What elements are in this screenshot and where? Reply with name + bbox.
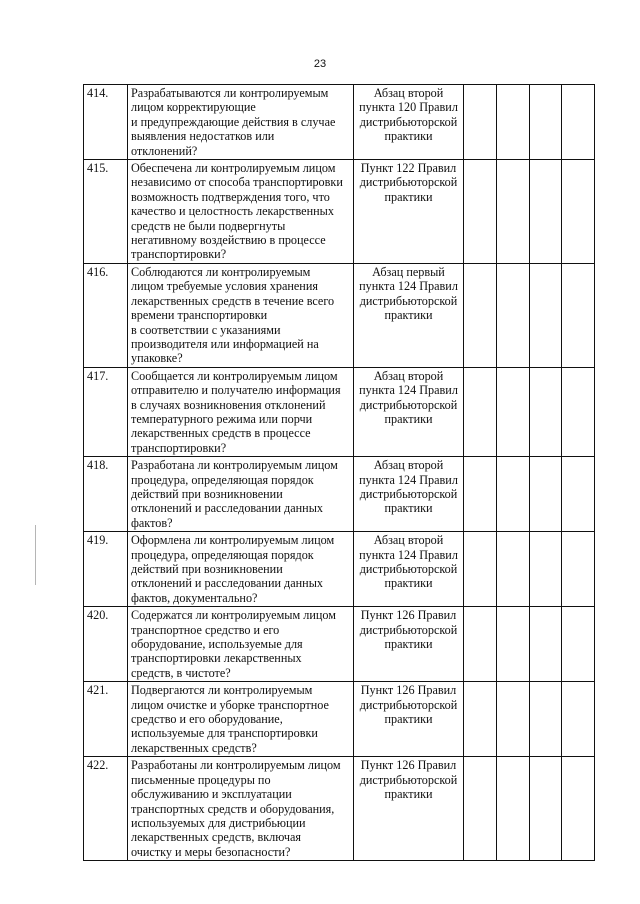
- item-number: 419.: [84, 532, 128, 607]
- table-row: [84, 367, 595, 456]
- question-text: Обеспечена ли контролируемым лицом независимо от способа транспортировки возможность подтверждения того, что качество и целостность лекарственных средств не были подвергнуты негативному воздействию в процессе транспортировки?: [128, 160, 354, 264]
- regulation-reference: Пункт 126 Правил дистрибьюторской практики: [354, 757, 464, 861]
- regulation-reference: Пункт 122 Правил дистрибьюторской практики: [354, 160, 464, 264]
- regulation-reference: Абзац второй пункта 124 Правил дистрибьюторской практики: [354, 457, 464, 532]
- answer-cell: [562, 160, 595, 264]
- table-row: [84, 682, 595, 757]
- answer-cell: [530, 457, 562, 532]
- page-number: 23: [313, 58, 327, 70]
- answer-cell: [562, 263, 595, 367]
- regulation-reference: Абзац второй пункта 124 Правил дистрибьюторской практики: [354, 367, 464, 456]
- question-text: Разработана ли контролируемым лицом процедура, определяющая порядок действий при возникновении отклонений и расследовании данных фактов?: [128, 457, 354, 532]
- answer-cell: [562, 85, 595, 160]
- question-text: Содержатся ли контролируемым лицом транспортное средство и его оборудование, используемые для транспортировки лекарственных средств, в чистоте?: [128, 607, 354, 682]
- answer-cell: [530, 757, 562, 861]
- item-number: 416.: [84, 263, 128, 367]
- table-row: [84, 263, 595, 367]
- question-text: Оформлена ли контролируемым лицом процедура, определяющая порядок действий при возникновении отклонений и расследовании данных фактов, документально?: [128, 532, 354, 607]
- regulation-reference: Абзац второй пункта 120 Правил дистрибьюторской практики: [354, 85, 464, 160]
- answer-cell: [562, 457, 595, 532]
- answer-cell: [497, 85, 530, 160]
- answer-cell: [562, 367, 595, 456]
- table-row: [84, 457, 595, 532]
- question-text: Соблюдаются ли контролируемым лицом требуемые условия хранения лекарственных средств в течение всего времени транспортировки в соответствии с указаниями производителя или информацией на упаковке?: [128, 263, 354, 367]
- item-number: 421.: [84, 682, 128, 757]
- answer-cell: [530, 85, 562, 160]
- answer-cell: [530, 682, 562, 757]
- table-row: [84, 85, 595, 160]
- answer-cell: [464, 757, 497, 861]
- answer-cell: [464, 263, 497, 367]
- answer-cell: [464, 160, 497, 264]
- item-number: 418.: [84, 457, 128, 532]
- answer-cell: [497, 457, 530, 532]
- answer-cell: [497, 682, 530, 757]
- answer-cell: [464, 532, 497, 607]
- regulation-reference: Пункт 126 Правил дистрибьюторской практики: [354, 607, 464, 682]
- answer-cell: [464, 607, 497, 682]
- answer-cell: [562, 757, 595, 861]
- item-number: 417.: [84, 367, 128, 456]
- checklist-table: [83, 84, 595, 861]
- item-number: 415.: [84, 160, 128, 264]
- answer-cell: [562, 682, 595, 757]
- answer-cell: [562, 532, 595, 607]
- question-text: Разработаны ли контролируемым лицом письменные процедуры по обслуживанию и эксплуатации транспортных средств и оборудования, используемых для дистрибьюции лекарственных средств, включая очистку и меры безопасности?: [128, 757, 354, 861]
- scan-margin-line: [35, 525, 36, 585]
- question-text: Сообщается ли контролируемым лицом отправителю и получателю информация в случаях возникновения отклонений температурного режима или порчи лекарственных средств в процессе транспортировки?: [128, 367, 354, 456]
- answer-cell: [530, 607, 562, 682]
- answer-cell: [497, 607, 530, 682]
- answer-cell: [464, 367, 497, 456]
- answer-cell: [464, 85, 497, 160]
- question-text: Подвергаются ли контролируемым лицом очистке и уборке транспортное средство и его оборудование, используемые для транспортировки лекарственных средств?: [128, 682, 354, 757]
- answer-cell: [530, 160, 562, 264]
- answer-cell: [562, 607, 595, 682]
- answer-cell: [497, 532, 530, 607]
- regulation-reference: Абзац первый пункта 124 Правил дистрибьюторской практики: [354, 263, 464, 367]
- answer-cell: [464, 682, 497, 757]
- table-row: [84, 757, 595, 861]
- regulation-reference: Абзац второй пункта 124 Правил дистрибьюторской практики: [354, 532, 464, 607]
- table-row: [84, 160, 595, 264]
- table-row: [84, 532, 595, 607]
- answer-cell: [530, 367, 562, 456]
- answer-cell: [497, 757, 530, 861]
- item-number: 414.: [84, 85, 128, 160]
- answer-cell: [497, 367, 530, 456]
- answer-cell: [530, 263, 562, 367]
- answer-cell: [497, 160, 530, 264]
- regulation-reference: Пункт 126 Правил дистрибьюторской практики: [354, 682, 464, 757]
- answer-cell: [464, 457, 497, 532]
- item-number: 422.: [84, 757, 128, 861]
- question-text: Разрабатываются ли контролируемым лицом корректирующие и предупреждающие действия в случае выявления недостатков или отклонений?: [128, 85, 354, 160]
- table-row: [84, 607, 595, 682]
- item-number: 420.: [84, 607, 128, 682]
- answer-cell: [497, 263, 530, 367]
- answer-cell: [530, 532, 562, 607]
